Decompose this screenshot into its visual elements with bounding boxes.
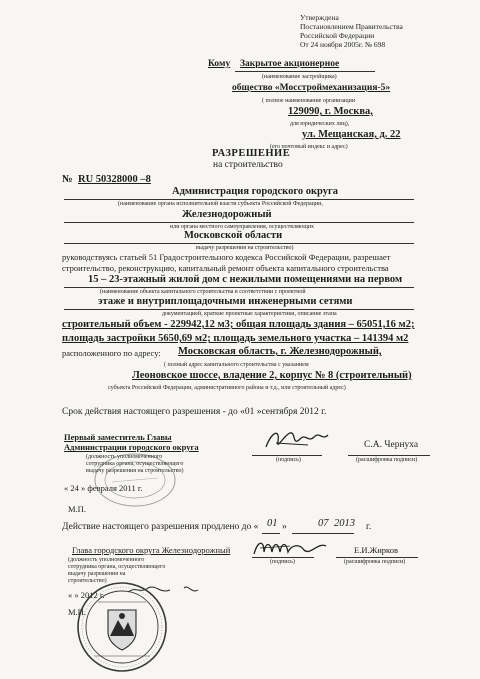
underline [64,243,414,244]
underline [64,199,414,200]
signer-1-name: С.А. Чернуха [364,440,419,450]
name-1-line [348,455,430,456]
specs-line-2: площадь застройки 5650,69 м2; площадь земельного участка – 141394 м2 [62,333,409,344]
official-stamp-1-icon [92,452,178,508]
approved-line-4: От 24 ноября 2005г. № 698 [300,40,386,49]
signer-1-position-hint-3: выдачу разрешения на строительство) [86,468,184,474]
name-2-line [336,557,418,558]
signer-2-name-hint: (расшифровка подписи) [344,559,406,565]
addressee-index-value: 129090, г. Москва, [288,106,373,117]
underline [235,71,375,72]
signer-2-position: Глава городского округа Железнодорожный [72,545,231,555]
addressee-to-value: Закрытое акционерное [240,59,340,69]
object-line-1: 15 – 23-этажный жилой дом с нежилыми помещениями на первом [88,274,403,285]
authority-line-3: Московской области [184,230,283,241]
addressee-org-hint: ( полное наименование организации [262,98,356,104]
signature-1-line [252,455,322,456]
location-label: расположенного по адресу: [62,348,161,358]
signer-2-position-hint-4: строительство) [68,578,107,584]
approved-line-1: Утверждена [300,13,339,22]
authority-hint-3: выдачу разрешения на строительство) [196,245,294,251]
signer-1-name-hint: (расшифровка подписи) [356,457,418,463]
permit-number-label: № [62,174,73,185]
addressee-street-value: ул. Мещанская, д. 22 [302,129,401,140]
body-paragraph-2: строительство, реконструкцию, капитальный ремонт объекта капитального строительства [62,263,389,273]
extension-text: Действие настоящего разрешения продлено до « [62,522,259,532]
docs-hint: документацией, краткие проектные характеристики, описание этапа [162,311,337,317]
addressee-to-label: Кому [208,59,231,69]
stamp-place-2: М.П. [68,607,86,617]
signer-1-position-line-1: Первый заместитель Главы [64,432,172,442]
signer-2-position-hint-2: сотрудника органа, осуществляющего [68,564,166,570]
underline [64,222,414,223]
signer-2-date: « » 2012 г. [68,590,105,600]
authority-line-2: Железнодорожный [182,209,272,220]
signer-1-signature-hint: (подпись) [276,457,301,463]
signer-1-position-hint-2: сотрудника органа, осуществляющего [86,461,184,467]
document-subtitle: на строительство [213,160,283,170]
extension-year-suffix: г. [366,522,372,532]
addressee-org-value: общество «Мосстроймеханизация-5» [232,83,391,93]
signer-1-date: « 24 » февраля 2011 г. [64,483,143,493]
authority-hint-2: или органа местного самоуправления, осуществляющих [170,224,315,230]
extension-month: 07 [318,518,329,529]
authority-line-1: Администрация городского округа [172,186,338,197]
permit-document: Утверждена Постановлением Правительства Российской Федерации От 24 ноября 2005г. № 698 Кому Закрытое акционерное (наименование застройщика) общество «Мосстроймеханизация-5» ( полное наименование организации 129090, г. Москва, для юридических лиц), ул. Мещанская, д. 22 (его почтовый индекс и адрес) РАЗРЕШЕНИЕ на строительство № RU 50328000 –8 Администрация городского округа (наименование органа исполнительной власти субъекта Российской Федерации, Железнодорожный или органа местного самоуправления, осуществляющих Московской области выдачу разрешения на строительство) руководствуясь статьей 51 Градостроительного кодекса Российской Федерации, разрешает строительство, реконструкцию, капитальный ремонт объекта капитального строительства 15 – 23-этажный жилой дом с нежилыми помещениями на первом (наименование объекта капитального строительства в соответствии с проектной этаже и внутриплощадочными инженерными сетями документацией, краткие проектные характеристики, описание этапа строительный объем - 229942,12 м3; общая площадь здания – 65051,16 м2; площадь застройки 5650,69 м2; площадь земельного участка – 141394 м2 расположенного по адресу: Московская область, г. Железнодорожный, ( полный адрес капитального строительства с указанием Леоновское шоссе, владение 2, корпус № 8 (строительный) субъекта Российской Федерации, административного района и т.д., или строительный адрес) Срок действия настоящего разрешения - до «01 »сентября 2012 г. Первый заместитель Главы Администрации городского округа (должность уполномоченного сотрудника органа, осуществляющего выдачу разрешения на строительство) (подпись) С.А. Чернуха (расшифровка подписи) « 24 » февраля 2011 г. М.П. Действие настоящего разрешения продлено до « 01 » 07 2013 г. Глава городского округа Железнодорожный (должность уполномоченного сотрудника органа, осуществляющего выдачу разрешения на строительство) (подпись) Е.И.Жирков (расшифровка подписи) « » 2012 г. М.П. [0,0,480,679]
addressee-index-hint: для юридических лиц), [290,121,350,127]
specs-line-1: строительный объем - 229942,12 м3; общая площадь здания – 65051,16 м2; [62,319,415,330]
official-seal-icon [72,580,172,674]
address-hint: субъекта Российской Федерации, административного района и т.д., или строительный адрес) [108,385,346,391]
signer-2-position-hint-1: (должность уполномоченного [68,557,145,563]
authority-hint-1: (наименование органа исполнительной власти субъекта Российской Федерации, [118,201,323,207]
underline [64,309,414,310]
approved-line-2: Постановлением Правительства [300,22,403,31]
signer-2-signature-hint: (подпись) [270,559,295,565]
object-hint: (наименование объекта капитального строительства в соответствии с проектной [100,289,306,295]
location-value: Московская область, г. Железнодорожный, [178,346,382,357]
validity-text: Срок действия настоящего разрешения - до «01 »сентября 2012 г. [62,407,327,417]
object-line-2: этаже и внутриплощадочными инженерными сетями [98,296,353,307]
signer-1-position-hint-1: (должность уполномоченного [86,454,163,460]
body-paragraph-1: руководствуясь статьей 51 Градостроительного кодекса Российской Федерации, разрешает [62,252,391,262]
signer-2-name: Е.И.Жирков [354,545,398,555]
addressee-street-hint: (его почтовый индекс и адрес) [270,144,348,150]
permit-number: RU 50328000 –8 [78,174,151,185]
signer-1-position-line-2: Администрации городского округа [64,442,199,452]
extension-day: 01 [267,518,278,529]
signature-1-icon [262,425,332,455]
document-title: РАЗРЕШЕНИЕ [212,148,291,159]
extension-year: 2013 [334,518,355,529]
underline [64,287,414,288]
signer-2-position-hint-3: выдачу разрешения на [68,571,126,577]
location-hint: ( полный адрес капитального строительства с указанием [164,362,309,368]
approved-line-3: Российской Федерации [300,31,375,40]
address-value: Леоновское шоссе, владение 2, корпус № 8 (строительный) [132,370,412,381]
addressee-to-hint: (наименование застройщика) [262,74,337,80]
stamp-place-1: М.П. [68,504,86,514]
signature-2-line [252,557,314,558]
